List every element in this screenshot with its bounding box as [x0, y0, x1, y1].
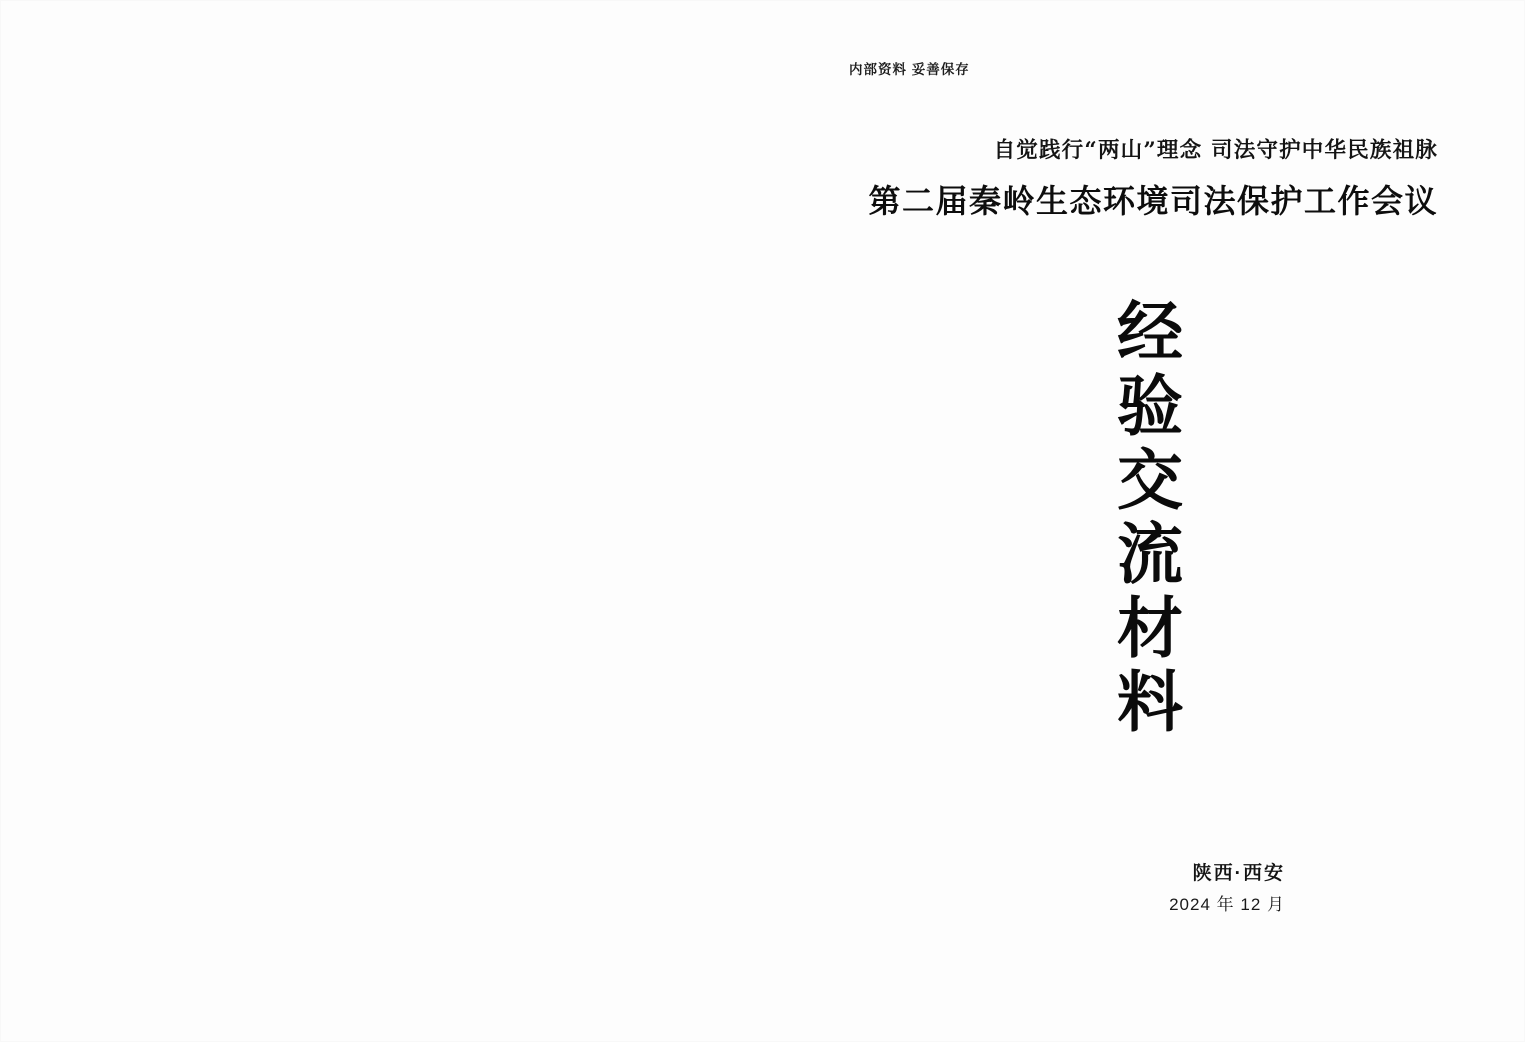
vertical-title-char: 材 [1117, 589, 1183, 667]
date-text: 2024 年 12 月 [1169, 895, 1285, 914]
location-text: 陕西·西安 [1192, 863, 1285, 884]
vertical-title-char: 验 [1117, 367, 1183, 445]
classification-marking: 内部资料 妥善保存 [849, 62, 970, 77]
vertical-document-title [1108, 296, 1192, 739]
vertical-title-char: 经 [1117, 294, 1183, 371]
conference-title: 第二届秦岭生态环境司法保护工作会议 [868, 182, 1438, 220]
vertical-title-char: 料 [1117, 663, 1183, 741]
conference-subtitle: 自觉践行“两山”理念 司法守护中华民族祖脉 [993, 138, 1438, 163]
vertical-title-char: 交 [1117, 441, 1183, 519]
vertical-title-char: 流 [1117, 515, 1183, 593]
